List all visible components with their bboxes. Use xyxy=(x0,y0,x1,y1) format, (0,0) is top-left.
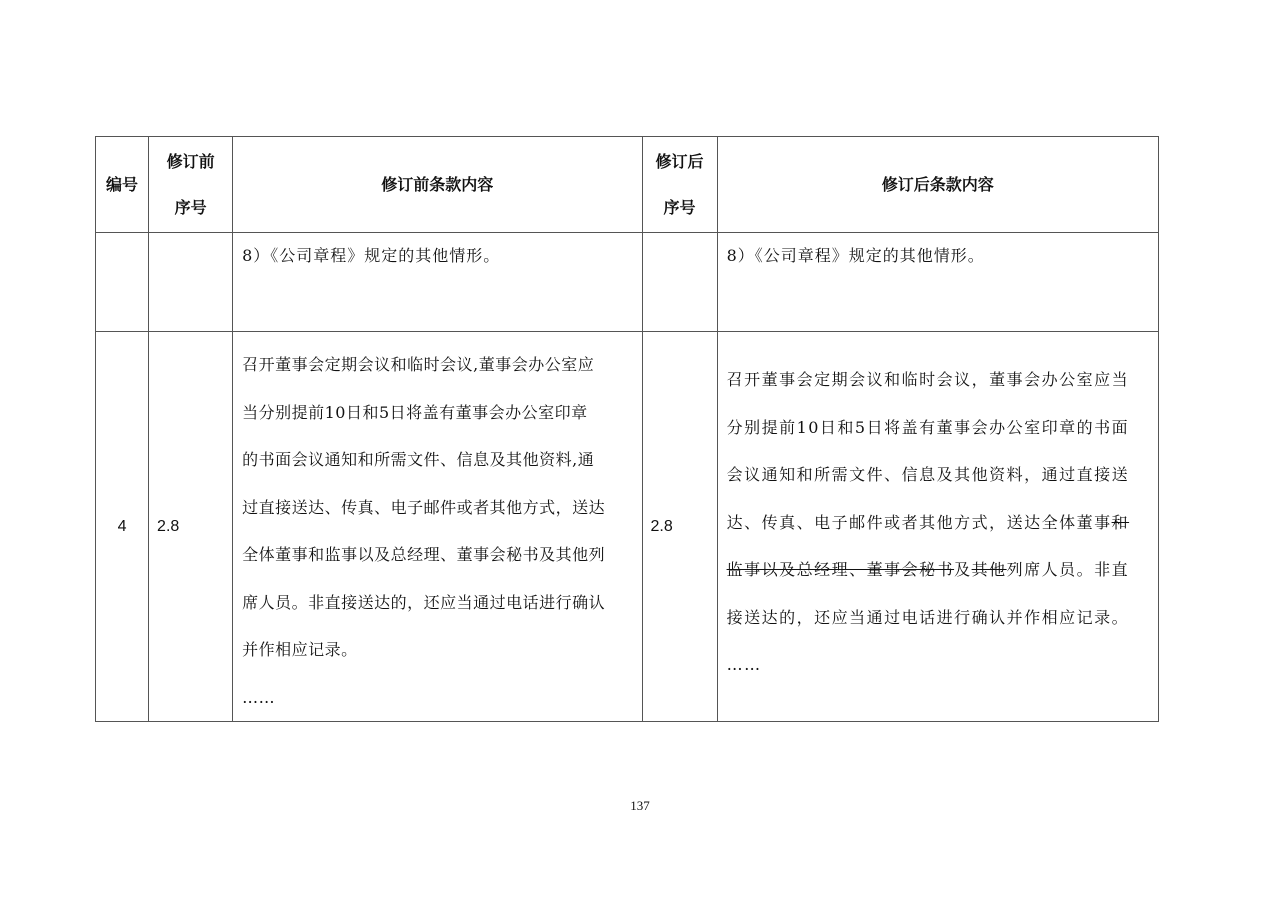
old-clause-line: 并作相应记录。 xyxy=(242,640,358,659)
header-old-seq-line1: 修订前 xyxy=(166,151,215,171)
new-clause-line: 召开董事会定期会议和临时会议，董事会办公室应当 xyxy=(726,370,1130,389)
page-number: 137 xyxy=(630,798,650,813)
deleted-text: 和 xyxy=(1111,512,1130,532)
row-new-seq-cell: 2.8 xyxy=(642,332,717,722)
row-new-seq-cell xyxy=(642,233,717,332)
table-header-row xyxy=(96,137,1159,233)
row-old-text-cell xyxy=(233,332,642,722)
new-clause-line: 会议通知和所需文件、信息及其他资料，通过直接送 xyxy=(726,465,1130,484)
deleted-text: 监事以及总经理、董事会秘书 xyxy=(726,560,955,579)
row-old-text-cell: 8）《公司章程》规定的其他情形。 xyxy=(233,233,642,332)
new-clause-line xyxy=(727,499,1152,547)
new-clause-plain-text: 达、传真、电子邮件或者其他方式，送达全体董事 xyxy=(726,512,1112,532)
old-clause-line: 的书面会议通知和所需文件、信息及其他资料,通 xyxy=(242,450,595,469)
header-number: 编号 xyxy=(96,137,149,233)
row-old-seq-cell: 2.8 xyxy=(149,332,233,722)
row-new-text-cell: 8）《公司章程》规定的其他情形。 xyxy=(717,233,1158,332)
header-old-seq-line2: 序号 xyxy=(174,197,207,217)
header-new-content: 修订后条款内容 xyxy=(717,137,1158,233)
new-clause-line xyxy=(727,546,1152,594)
new-clause-plain-text: 列席人员。非直 xyxy=(1006,560,1130,579)
old-clause-ellipsis: …… xyxy=(242,687,276,707)
header-new-seq-line2: 序号 xyxy=(663,197,696,217)
old-clause-line: 全体董事和监事以及总经理、董事会秘书及其他列 xyxy=(242,545,606,564)
row-new-text-cell xyxy=(717,332,1158,722)
new-clause-plain-text: 及 xyxy=(954,560,972,579)
revision-comparison-table xyxy=(95,136,1159,722)
header-new-seq-line1: 修订后 xyxy=(655,151,704,171)
row-old-seq-cell xyxy=(149,233,233,332)
new-clause-line: 分别提前10日和5日将盖有董事会办公室印章的书面 xyxy=(726,417,1130,437)
header-old-seq xyxy=(149,137,233,233)
table-row xyxy=(96,233,1159,332)
header-new-seq xyxy=(642,137,717,233)
old-clause-line: 席人员。非直接送达的，还应当通过电话进行确认 xyxy=(242,592,606,612)
header-old-content: 修订前条款内容 xyxy=(233,137,642,233)
row-number-cell: 4 xyxy=(96,332,149,722)
new-clause-line: 接送达的，还应当通过电话进行确认并作相应记录。 xyxy=(726,607,1130,627)
old-clause-text xyxy=(242,332,635,721)
old-clause-line: 当分别提前10日和5日将盖有董事会办公室印章 xyxy=(242,402,588,422)
row-number-cell xyxy=(96,233,149,332)
deleted-text: 其他 xyxy=(971,560,1007,579)
table-row xyxy=(96,332,1159,722)
old-clause-line: 过直接送达、传真、电子邮件或者其他方式，送达 xyxy=(242,497,606,517)
old-clause-line: 召开董事会定期会议和临时会议,董事会办公室应 xyxy=(242,355,595,374)
new-clause-text xyxy=(727,332,1152,689)
new-clause-ellipsis: …… xyxy=(726,655,762,674)
